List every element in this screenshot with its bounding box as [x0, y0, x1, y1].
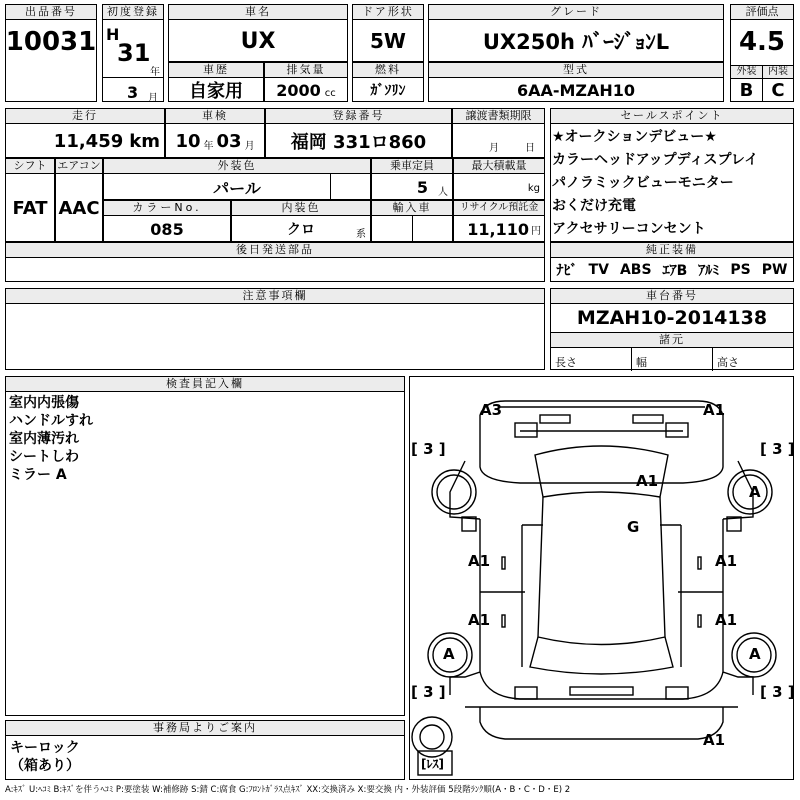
year-unit: 年 [150, 67, 160, 78]
first-reg-label: 初度登録 [103, 5, 163, 20]
mark-door-r2: A1 [715, 611, 738, 629]
history-label: 車歴 [169, 63, 263, 78]
shift-label: シフト [6, 159, 54, 174]
right-body-side [723, 519, 753, 695]
office-cell [5, 720, 405, 780]
shift-cell [5, 158, 55, 242]
import-label: 輸入車 [372, 201, 452, 216]
transfer-day-unit: 日 [525, 143, 535, 154]
model-value: 6AA-MZAH10 [516, 80, 636, 100]
mileage-cell [5, 108, 165, 158]
mark-wheel-rr: A [749, 645, 761, 663]
recycle-label: リサイクル預託金 [454, 201, 544, 216]
mark-wheel-rl: A [443, 645, 455, 663]
insp-month-unit: 月 [244, 140, 255, 152]
equip-alloy: ｱﾙﾐ [698, 263, 720, 279]
mark-door-l2: A1 [468, 611, 491, 629]
inspection-cell [165, 108, 265, 158]
wheel-front-left [432, 470, 476, 514]
interior-grade: C [762, 79, 793, 101]
legend: A:ｷｽﾞ U:ﾍｺﾐ B:ｷｽﾞを伴うﾍｺﾐ P:要塗装 W:補修跡 S:錆 C:腐食 G:ﾌﾛﾝﾄｶﾞﾗｽ点ｷｽﾞ XX:交換済み X:要交換 内・外装評価 5段階ﾗﾝｸ順(A・B・C・D・E) 2 [5, 785, 571, 795]
transfer-label: 譲渡書類期限 [453, 109, 544, 124]
load-label: 最大積載量 [454, 159, 544, 174]
model-cell [428, 62, 724, 102]
door-label: ドア形状 [353, 5, 423, 20]
rear-window [530, 637, 673, 674]
equip-pw: PW [761, 262, 788, 278]
recycle-unit: 円 [531, 225, 541, 237]
mark-bracket-bl: [ 3 ] [411, 683, 446, 701]
equip-navi: ﾅﾋﾞ [556, 263, 578, 279]
color-no-label: カラーNo. [104, 201, 230, 216]
chassis-value: MZAH10-2014138 [551, 304, 793, 333]
office-notes [6, 736, 404, 775]
import-cell [371, 200, 453, 242]
sales-line: パノラミックビューモニター [552, 175, 734, 191]
capacity-unit: 人 [438, 186, 448, 198]
shift-value: FAT [12, 197, 48, 219]
fuel-value: ｶﾞｿﾘﾝ [370, 83, 406, 99]
lot-label: 出品番号 [6, 5, 96, 20]
spec-row [551, 348, 793, 371]
mileage-value: 11,459 [53, 130, 124, 152]
load-unit: kg [527, 183, 540, 194]
color-value: パール [213, 178, 261, 198]
exterior-grade: B [739, 79, 754, 101]
inspector-cell [5, 376, 405, 716]
equip-airbag: ｴｱB [662, 263, 688, 279]
car-name-label: 車名 [169, 5, 347, 20]
mark-glass: G [627, 518, 640, 536]
capacity-label: 乗車定員 [372, 159, 452, 174]
grade-value: UX250h ﾊﾞｰｼﾞｮﾝL [482, 30, 670, 54]
equip-tv: TV [588, 262, 609, 278]
hood [480, 415, 723, 483]
inspector-notes [6, 392, 404, 484]
caution-cell [5, 288, 545, 370]
mark-door-l1: A1 [468, 552, 491, 570]
capacity-value: 5 [416, 177, 428, 197]
displacement-value: 2000 [276, 80, 321, 100]
insp-year-unit: 年 [203, 140, 214, 152]
left-rear-handle [502, 615, 505, 627]
int-color-label: 内装色 [232, 201, 370, 216]
first-reg-cell [102, 4, 164, 102]
roof [538, 497, 665, 645]
mark-door-r1: A1 [715, 552, 738, 570]
sales-line: ★オークションデビュー★ [552, 129, 717, 145]
spec-label: 諸元 [551, 333, 793, 348]
mark-wheel-fr: A [749, 483, 761, 501]
mark-lens: [ﾚｽ] [421, 757, 444, 771]
right-front-handle [698, 557, 701, 569]
inspection-label: 車検 [166, 109, 264, 124]
recycle-value: 11,110 [467, 219, 529, 239]
exterior-label: 外装 [736, 66, 757, 77]
equipment-list [551, 258, 793, 282]
color-label: 外装色 [104, 159, 370, 174]
era-value: H [106, 25, 120, 44]
inspector-line: シートしわ [9, 449, 79, 465]
mileage-label: 走行 [6, 109, 164, 124]
model-label: 型式 [429, 63, 723, 78]
plate-value: 福岡 331ロ860 [290, 132, 427, 153]
lot-cell [5, 4, 97, 102]
equip-ps: PS [730, 262, 751, 278]
color-no-value: 085 [150, 219, 184, 239]
color-no-cell [103, 200, 231, 242]
ac-cell [55, 158, 103, 242]
office-line: （箱あり） [10, 758, 80, 774]
month-value: 3 [127, 83, 139, 102]
sales-point-cell [550, 108, 794, 242]
mark-bracket-tr: [ 3 ] [760, 440, 795, 458]
int-color-cell [231, 200, 371, 242]
score-label: 評価点 [731, 5, 793, 20]
displacement-unit: cc [324, 87, 336, 99]
first-reg-divider [103, 77, 163, 78]
sales-point-label: セールスポイント [551, 109, 793, 124]
spec-length: 長さ [551, 348, 632, 371]
spec-width: 幅 [632, 348, 713, 371]
equipment-label: 純正装備 [551, 243, 793, 258]
grade-cell [428, 4, 724, 62]
interior-label: 内装 [762, 65, 793, 79]
lot-number: 10031 [5, 27, 97, 57]
chassis-cell [550, 288, 794, 370]
car-name-cell [168, 4, 348, 62]
later-parts-label: 後日発送部品 [6, 243, 544, 258]
plate-cell [265, 108, 452, 158]
plate-label: 登録番号 [266, 109, 451, 124]
history-value: 自家用 [189, 81, 243, 102]
score-cell [730, 4, 794, 102]
mark-a1-front-right: A1 [703, 401, 726, 419]
year-value: 31 [117, 39, 151, 67]
inspector-line: ミラー A [9, 467, 67, 483]
left-front-handle [502, 557, 505, 569]
month-unit: 月 [148, 93, 158, 104]
rear-bumper [480, 707, 723, 739]
mark-bracket-br: [ 3 ] [760, 683, 795, 701]
insp-year: 10 [175, 130, 201, 152]
ac-label: エアコン [57, 159, 101, 172]
car-outline-svg [410, 377, 793, 779]
int-color-value: クロ [287, 222, 315, 238]
sales-line: おくだけ充電 [552, 198, 636, 214]
recycle-cell [453, 200, 545, 242]
chassis-label: 車台番号 [551, 289, 793, 304]
color-cell [103, 158, 371, 200]
right-rear-handle [698, 615, 701, 627]
door-cell [352, 4, 424, 62]
mark-roof: A1 [636, 472, 659, 490]
insp-month: 03 [216, 130, 242, 152]
score-value: 4.5 [738, 27, 786, 57]
spec-height: 高さ [717, 356, 739, 369]
displacement-cell [264, 62, 348, 102]
transfer-cell [452, 108, 545, 158]
mark-a3: A3 [480, 401, 503, 419]
displacement-label: 排気量 [265, 63, 347, 78]
office-line: キーロック [10, 740, 80, 756]
sales-point-list [551, 124, 793, 241]
sales-line: アクセサリーコンセント [552, 221, 706, 237]
fuel-cell [352, 62, 424, 102]
inspector-line: 室内内張傷 [9, 395, 79, 411]
equipment-cell [550, 242, 794, 282]
fuel-label: 燃料 [353, 63, 423, 78]
inspector-line: 室内薄汚れ [9, 431, 79, 447]
inspector-label: 検査員記入欄 [6, 377, 404, 392]
equip-abs: ABS [619, 262, 652, 278]
mileage-unit: km [129, 130, 160, 152]
history-cell [168, 62, 264, 102]
car-diagram [409, 376, 794, 780]
front-bumper [480, 401, 723, 415]
load-cell [453, 158, 545, 200]
office-label: 事務局よりご案内 [6, 721, 404, 736]
grade-label: グレード [429, 5, 723, 20]
capacity-cell [371, 158, 453, 200]
caution-label: 注意事項欄 [6, 289, 544, 304]
transfer-month-unit: 月 [489, 143, 499, 154]
ac-value: AAC [58, 197, 100, 219]
car-name: UX [240, 28, 276, 54]
later-parts-cell [5, 242, 545, 282]
mark-rear: A1 [703, 731, 726, 749]
sales-line: カラーヘッドアップディスプレイ [552, 152, 759, 168]
mark-bracket-tl: [ 3 ] [411, 440, 446, 458]
door-value: 5W [370, 29, 406, 53]
int-color-unit: 系 [356, 229, 366, 240]
left-body-side [450, 519, 480, 695]
inspector-line: ハンドルすれ [9, 413, 93, 429]
